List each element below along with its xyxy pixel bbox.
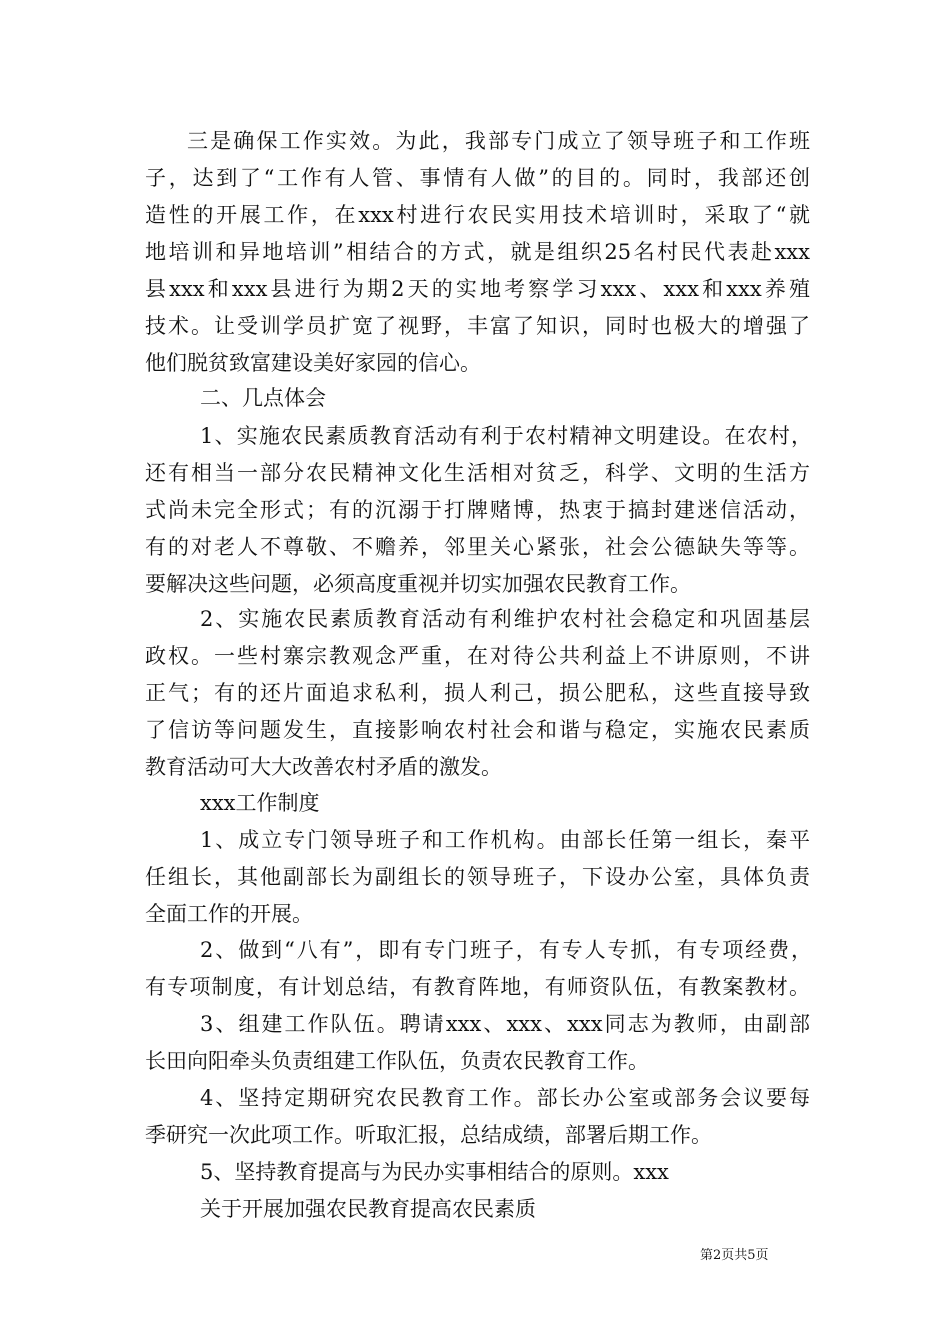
section-heading: xxx工作制度 <box>200 791 320 815</box>
text-line: 县xxx和xxx县进行为期2天的实地考察学习xxx、xxx和xxx养殖 <box>145 277 810 301</box>
text-line: 还有相当一部分农民精神文化生活相对贫乏，科学、文明的生活方 <box>145 461 810 485</box>
text-line: 全面工作的开展。 <box>145 902 313 926</box>
text-line: 正气；有的还片面追求私利，损人利己，损公肥私，这些直接导致 <box>145 681 810 705</box>
text-line: 关于开展加强农民教育提高农民素质 <box>200 1197 536 1221</box>
text-line: 有专项制度，有计划总结，有教育阵地，有师资队伍，有教案教材。 <box>145 975 810 999</box>
text-line: 5、坚持教育提高与为民办实事相结合的原则。xxx <box>200 1160 669 1184</box>
text-line: 1、成立专门领导班子和工作机构。由部长任第一组长，秦平 <box>200 828 810 852</box>
section-heading: 二、几点体会 <box>200 386 326 410</box>
text-line: 要解决这些问题，必须高度重视并切实加强农民教育工作。 <box>145 572 691 596</box>
text-line: 了信访等问题发生，直接影响农村社会和谐与稳定，实施农民素质 <box>145 718 810 742</box>
text-line: 造性的开展工作，在xxx村进行农民实用技术培训时，采取了“就 <box>145 203 810 227</box>
text-line: 子，达到了“工作有人管、事情有人做”的目的。同时，我部还创 <box>145 166 810 190</box>
text-line: 政权。一些村寨宗教观念严重，在对待公共利益上不讲原则，不讲 <box>145 644 810 668</box>
text-line: 2、做到“八有”，即有专门班子，有专人专抓，有专项经费， <box>200 938 812 962</box>
text-line: 1、实施农民素质教育活动有利于农村精神文明建设。在农村， <box>200 424 812 448</box>
text-line: 3、组建工作队伍。聘请xxx、xxx、xxx同志为教师，由副部 <box>200 1012 810 1036</box>
text-line: 长田向阳牵头负责组建工作队伍，负责农民教育工作。 <box>145 1049 649 1073</box>
text-line: 教育活动可大大改善农村矛盾的激发。 <box>145 755 502 779</box>
text-line: 他们脱贫致富建设美好家园的信心。 <box>145 351 481 375</box>
text-line: 任组长，其他副部长为副组长的领导班子，下设办公室，具体负责 <box>145 865 810 889</box>
page-number-footer: 第2页共5页 <box>700 1248 769 1263</box>
text-line: 4、坚持定期研究农民教育工作。部长办公室或部务会议要每 <box>200 1086 810 1110</box>
text-line: 地培训和异地培训”相结合的方式，就是组织25名村民代表赴xxx <box>145 240 810 264</box>
text-line: 季研究一次此项工作。听取汇报，总结成绩，部署后期工作。 <box>145 1123 712 1147</box>
text-line: 有的对老人不尊敬、不赡养，邻里关心紧张，社会公德缺失等等。 <box>145 535 810 559</box>
text-line: 2、实施农民素质教育活动有利维护农村社会稳定和巩固基层 <box>200 607 810 631</box>
text-line: 三是确保工作实效。为此，我部专门成立了领导班子和工作班 <box>187 129 810 153</box>
text-line: 式尚未完全形式；有的沉溺于打牌赌博，热衷于搞封建迷信活动， <box>145 498 810 522</box>
text-line: 技术。让受训学员扩宽了视野，丰富了知识，同时也极大的增强了 <box>145 314 810 338</box>
